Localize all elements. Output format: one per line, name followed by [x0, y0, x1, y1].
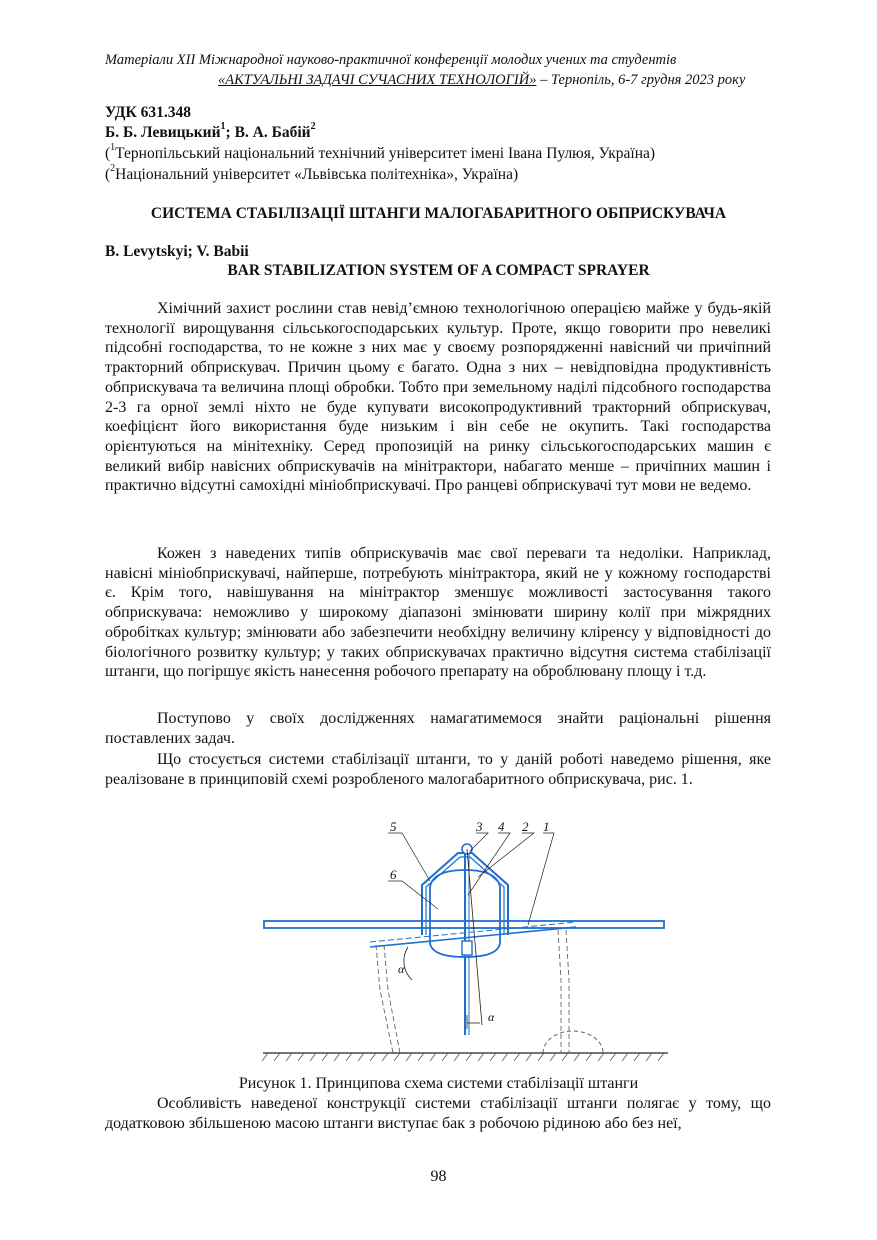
- paragraph-2: Кожен з наведених типів обприскувачів має свої переваги та недоліки. Наприклад, навісні мініобприскувачі, найперше, потребують мінітрактора, який не у кожному господарстві є. Крім того, навішування на мінітрактор зменшує можливості застосування такого обприскувача: неможливо у широкому діапазоні змінювати ширину колії при міжрядних обробітках культур; змінювати або забезпечити необхідну величину кліренсу у відповідності до біологічного розвитку культур; у таких обприскувачах практично відсутня система стабілізації штанги, що погіршує якість нанесення робочого препарату на оброблювану площу і т.д.: [105, 545, 771, 681]
- affil-text: Національний університет «Львівська політехніка», Україна): [115, 166, 519, 183]
- ground-hatching: [262, 1053, 664, 1061]
- affil-mark: 1: [110, 142, 116, 153]
- conference-header-line1: Матеріали XІІ Міжнародної науково-практичної конференції молодих учених та студентів: [105, 52, 677, 68]
- udk-code: УДК 631.348: [105, 104, 191, 121]
- author-separator: ;: [225, 124, 235, 141]
- author-1-affil-mark: 1: [220, 121, 226, 132]
- label-1: 1: [543, 819, 550, 834]
- affil-mark: 2: [110, 163, 116, 174]
- label-2: 2: [522, 819, 529, 834]
- author-1: Б. Б. Левицький: [105, 124, 221, 141]
- label-3: 3: [476, 819, 483, 834]
- angle-label-bottom: α: [488, 1010, 495, 1024]
- conference-header-line2: [218, 72, 877, 89]
- author-2: В. А. Бабій: [234, 124, 311, 141]
- paragraph-1: Хімічний захист рослини став невід’ємною технологічною операцією майже у будь-якій технології вирощування сільськогосподарських культур. Проте, якщо говорити про невеликі підсобні господарства, то не кожне з них має у своєму розпорядженні навісний чи причіпний тракторний обприскувач. Причин цьому є багато. Одна з них – невідповідна продуктивність обприскувача та величина площі обробки. Тобто при земельному наділі підсобного господарства 2-3 га орної землі ніхто не буде купувати високопродуктивний тракторний обприскувач, коефіцієнт його використання буде низьким і він себе не окупить. Такі господарства орієнтуються на мінітехніку. Серед пропозицій на ринку сільськогосподарських машин є великий вибір навісних обприскувачів на мінітрактори, набагато менше – причіпних машин і практично відсутні самохідні мініобприскувачі. Про ранцеві обприскувачі тут мови не ведемо.: [105, 300, 771, 495]
- hinge: [462, 941, 472, 955]
- affil-text: Тернопільський національний технічний університет імені Івана Пулюя, Україна): [115, 145, 656, 162]
- title-ua: СИСТЕМА СТАБІЛІЗАЦІЇ ШТАНГИ МАЛОГАБАРИТНОГО ОБПРИСКУВАЧА: [150, 205, 727, 222]
- page-number: 98: [430, 1168, 447, 1185]
- author-2-affil-mark: 2: [310, 121, 316, 132]
- affil-bracket: (: [105, 145, 111, 162]
- label-5: 5: [390, 819, 397, 834]
- conference-place-date: – Тернопіль, 6-7 грудня 2023 року: [536, 72, 746, 88]
- affiliation-1: [105, 142, 656, 163]
- label-4: 4: [498, 819, 505, 834]
- title-en: BAR STABILIZATION SYSTEM OF A COMPACT SPRAYER: [227, 262, 650, 279]
- affil-bracket: (: [105, 166, 111, 183]
- paragraph-3: Поступово у своїх дослідженнях намагатимемося знайти раціональні рішення поставлених задач.: [105, 710, 771, 747]
- label-6: 6: [390, 867, 397, 882]
- conference-title: «АКТУАЛЬНІ ЗАДАЧІ СУЧАСНИХ ТЕХНОЛОГІЙ»: [218, 72, 537, 88]
- tilted-boom: [370, 927, 576, 947]
- authors-ua: [105, 121, 316, 142]
- affiliation-2: [105, 163, 519, 184]
- sprayer-stabilization-diagram: [258, 815, 673, 1070]
- angle-label-left: α: [398, 962, 405, 976]
- figure-caption: Рисунок 1. Принципова схема системи стабілізації штанги: [238, 1075, 639, 1092]
- paragraph-4: Що стосується системи стабілізації штанги, то у даній роботі наведемо рішення, яке реалізоване в принциповій схемі розробленого малогабаритного обприскувача, рис. 1.: [105, 751, 771, 788]
- paragraph-5: Особливість наведеної конструкції системи стабілізації штанги полягає у тому, що додатковою збільшеною масою штанги виступає бак з робочою рідиною або без неї,: [105, 1095, 771, 1132]
- ground-bump: [543, 1031, 603, 1053]
- authors-en: B. Levytskyi; V. Babii: [105, 243, 249, 260]
